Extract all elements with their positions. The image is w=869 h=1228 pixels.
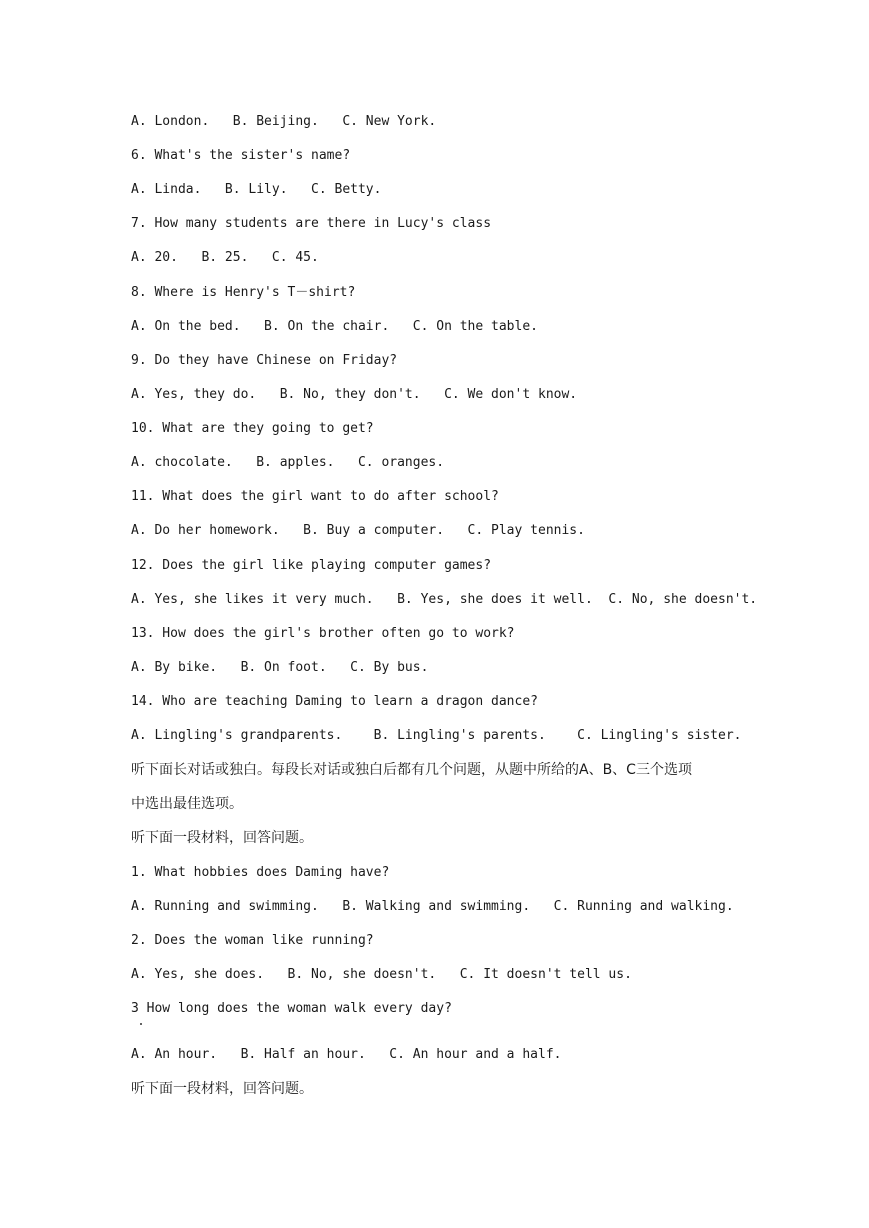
answer-options: A. 20. B. 25. C. 45. (131, 250, 319, 265)
question-3: 3 How long does the woman walk every day? (131, 1001, 452, 1016)
question-11: 11. What does the girl want to do after school? (131, 489, 499, 504)
question-1: 1. What hobbies does Daming have? (131, 865, 390, 880)
answer-options: A. Yes, they do. B. No, they don't. C. We don't know. (131, 387, 578, 402)
answer-options: A. On the bed. B. On the chair. C. On the table. (131, 319, 538, 334)
listen-heading: 听下面一段材料，回答问题。 (131, 830, 313, 846)
question-12: 12. Does the girl like playing computer games? (131, 558, 492, 573)
stray-dot (140, 1023, 142, 1025)
answer-options: A. Yes, she likes it very much. B. Yes, she does it well. C. No, she doesn't. (131, 592, 758, 607)
question-2: 2. Does the woman like running? (131, 933, 374, 948)
answer-options: A. Do her homework. B. Buy a computer. C. Play tennis. (131, 523, 585, 538)
question-8: 8. Where is Henry's T－shirt? (131, 285, 356, 300)
answer-options: A. chocolate. B. apples. C. oranges. (131, 455, 445, 470)
answer-options: A. Yes, she does. B. No, she doesn't. C. It doesn't tell us. (131, 967, 632, 982)
answer-options: A. Running and swimming. B. Walking and swimming. C. Running and walking. (131, 899, 734, 914)
answer-options: A. By bike. B. On foot. C. By bus. (131, 660, 429, 675)
answer-options: A. An hour. B. Half an hour. C. An hour and a half. (131, 1047, 562, 1062)
answer-options: A. Lingling's grandparents. B. Lingling's parents. C. Lingling's sister. (131, 728, 742, 743)
question-6: 6. What's the sister's name? (131, 148, 351, 163)
question-10: 10. What are they going to get? (131, 421, 374, 436)
answer-options: A. Linda. B. Lily. C. Betty. (131, 182, 382, 197)
question-13: 13. How does the girl's brother often go to work? (131, 626, 515, 641)
listen-heading: 听下面一段材料，回答问题。 (131, 1081, 313, 1097)
section-instructions-cont: 中选出最佳选项。 (131, 796, 243, 812)
question-9: 9. Do they have Chinese on Friday? (131, 353, 398, 368)
answer-options: A. London. B. Beijing. C. New York. (131, 114, 437, 129)
question-14: 14. Who are teaching Daming to learn a dragon dance? (131, 694, 538, 709)
question-7: 7. How many students are there in Lucy's class (131, 216, 492, 231)
section-instructions: 听下面长对话或独白。每段长对话或独白后都有几个问题，从题中所给的A、B、C三个选项 (131, 762, 692, 778)
